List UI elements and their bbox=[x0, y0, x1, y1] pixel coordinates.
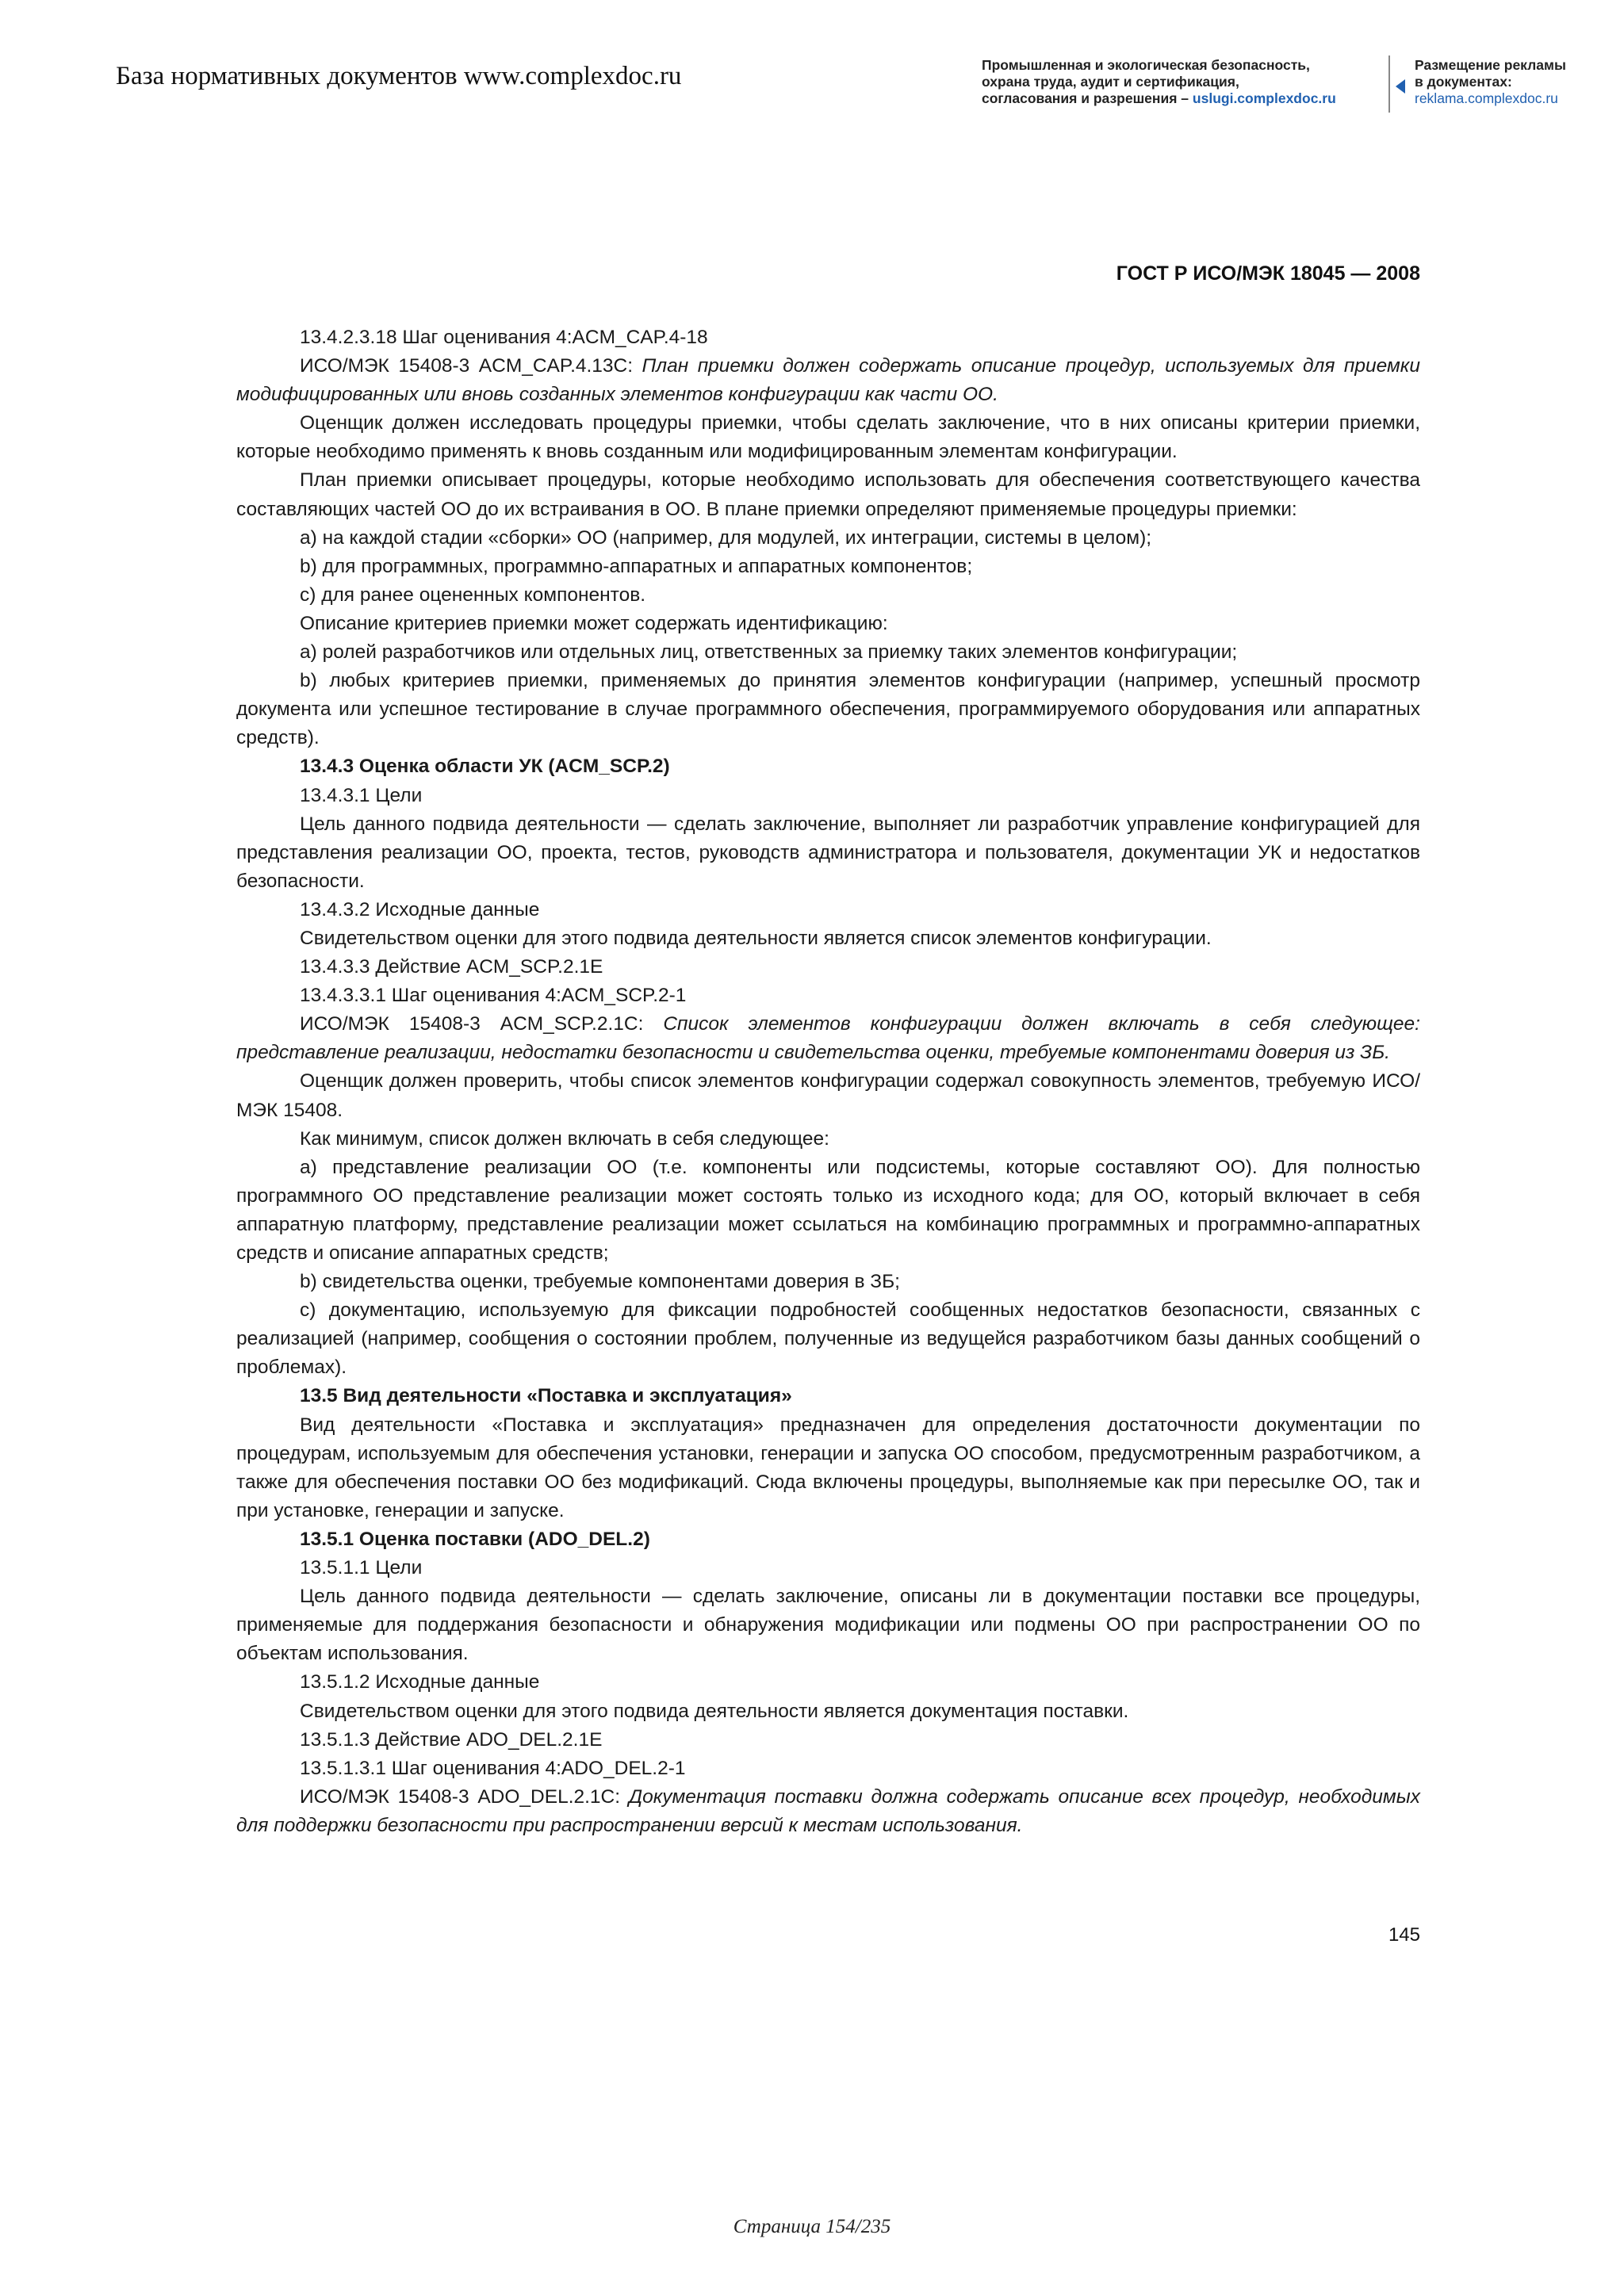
services-ad-line: Промышленная и экологическая безопасность, bbox=[982, 57, 1310, 73]
requirement-ref: ИСО/МЭК 15408-3 ADO_DEL.2.1C: bbox=[300, 1785, 621, 1808]
document-body bbox=[236, 323, 1420, 1840]
header-divider bbox=[1388, 55, 1390, 113]
list-item: a) представление реализации ОО (т.е. компоненты или подсистемы, которые составляют ОО). Для полностью программного ОО представление реализации может состоять только из исходного кода; для ОО, который включает в себя аппаратную платформу, представление реализации может ссылаться на комбинацию программных и программно-аппаратных средств и описание аппаратных средств; bbox=[236, 1156, 1420, 1264]
paragraph bbox=[236, 1783, 1420, 1840]
paragraph: Оценщик должен проверить, чтобы список элементов конфигурации содержал совокупность элементов, требуемую ИСО/МЭК 15408. bbox=[236, 1070, 1420, 1121]
paragraph: Цель данного подвида деятельности — сделать заключение, описаны ли в документации поставки все процедуры, применяемые для поддержания безопасности и обнаружения модификации или подмены ОО при распространении ОО по объектам использования. bbox=[236, 1586, 1420, 1665]
subsection-label: 13.5.1.2 Исходные данные bbox=[300, 1671, 540, 1693]
paragraph: Описание критериев приемки может содержать идентификацию: bbox=[300, 612, 888, 634]
list-item: c) документацию, используемую для фиксации подробностей сообщенных недостатков безопасности, связанных с реализацией (например, сообщения о состоянии проблем, полученные из ведущейся разработчиком базы данных сообщений о проблемах). bbox=[236, 1299, 1420, 1379]
subsection-label: 13.5.1.3 Действие ADO_DEL.2.1E bbox=[300, 1728, 603, 1751]
list-item: b) свидетельства оценки, требуемые компонентами доверия в ЗБ; bbox=[300, 1271, 900, 1293]
services-ad-line: охрана труда, аудит и сертификация, bbox=[982, 74, 1239, 90]
paragraph: План приемки описывает процедуры, которые необходимо использовать для обеспечения соответствующего качества составляющих частей ОО до их встраивания в ОО. В плане приемки определяют применяемые процедуры приемки: bbox=[236, 469, 1420, 520]
advertising-ad-line: в документах: bbox=[1415, 74, 1512, 90]
standard-title: ГОСТ Р ИСО/МЭК 18045 — 2008 bbox=[1116, 262, 1420, 285]
subsection-label: 13.5.1.1 Цели bbox=[300, 1557, 423, 1579]
requirement-text: План приемки должен содержать описание процедур, используемых для приемки модифицированных или вновь созданных элементов конфигурации как части ОО. bbox=[236, 355, 1420, 406]
site-title: База нормативных документов www.complexdoc.ru bbox=[116, 62, 682, 90]
advertising-ad bbox=[1415, 57, 1605, 107]
requirement-ref: ИСО/МЭК 15408-3 ACM_CAP.4.13C: bbox=[300, 355, 634, 377]
page-number: 145 bbox=[1388, 1924, 1420, 1946]
paragraph: Оценщик должен исследовать процедуры приемки, чтобы сделать заключение, что в них описаны критерии приемки, которые необходимо применять к вновь созданным или модифицированным элементам конфигурации. bbox=[236, 412, 1420, 463]
paragraph: Как минимум, список должен включать в себя следующее: bbox=[300, 1127, 829, 1150]
services-ad bbox=[982, 57, 1378, 107]
list-item: a) ролей разработчиков или отдельных лиц, ответственных за приемку таких элементов конфигурации; bbox=[300, 641, 1238, 664]
services-ad-text: согласования и разрешения – bbox=[982, 90, 1189, 106]
subsection-label: 13.4.3.3 Действие ACM_SCP.2.1E bbox=[300, 956, 603, 978]
requirement-ref: ИСО/МЭК 15408-3 ACM_SCP.2.1C: bbox=[300, 1013, 644, 1035]
subsection-label: 13.4.3.2 Исходные данные bbox=[300, 898, 540, 920]
requirement-text: Список элементов конфигурации должен включать в себя следующее: представление реализации, недостатки безопасности и свидетельства оценки, требуемые компонентами доверия из ЗБ. bbox=[236, 1013, 1420, 1064]
list-item: b) любых критериев приемки, применяемых до принятия элементов конфигурации (например, успешный просмотр документа или успешное тестирование в случае программного обеспечения, программируемого оборудования или аппаратных средств). bbox=[236, 670, 1420, 749]
paragraph bbox=[236, 1010, 1420, 1067]
paragraph: Свидетельством оценки для этого подвида деятельности является список элементов конфигурации. bbox=[300, 927, 1212, 949]
paragraph bbox=[236, 352, 1420, 409]
list-item: c) для ранее оцененных компонентов. bbox=[300, 584, 646, 606]
section-heading: 13.5 Вид деятельности «Поставка и эксплуатация» bbox=[300, 1385, 792, 1407]
paragraph: Свидетельством оценки для этого подвида деятельности является документация поставки. bbox=[300, 1700, 1129, 1722]
list-item: b) для программных, программно-аппаратных и аппаратных компонентов; bbox=[300, 555, 973, 577]
paragraph: Вид деятельности «Поставка и эксплуатация» предназначен для определения достаточности документации по процедурам, используемым для обеспечения установки, генерации и запуска ОО способом, предусмотренным разработчиком, а также для обеспечения поставки ОО без модификаций. Сюда включены процедуры, выполняемые как при пересылке ОО, так и при установке, генерации и запуске. bbox=[236, 1414, 1420, 1521]
services-link[interactable]: uslugi.complexdoc.ru bbox=[1192, 90, 1336, 106]
paragraph: Цель данного подвида деятельности — сделать заключение, выполняет ли разработчик управление конфигурацией для представления реализации ОО, проекта, тестов, руководств администратора и пользователя, документации УК и недостатков безопасности. bbox=[236, 813, 1420, 892]
section-heading: 13.4.3 Оценка области УК (ACM_SCP.2) bbox=[300, 756, 670, 778]
requirement-text: Документация поставки должна содержать описание всех процедур, необходимых для поддержки безопасности при распространении версий к местам использования. bbox=[236, 1785, 1420, 1836]
services-ad-line bbox=[982, 90, 1378, 107]
advertising-link[interactable]: reklama.complexdoc.ru bbox=[1415, 90, 1558, 106]
subsection-label: 13.4.3.1 Цели bbox=[300, 784, 423, 806]
subsection-label: 13.5.1.3.1 Шаг оценивания 4:ADO_DEL.2-1 bbox=[300, 1757, 686, 1779]
arrow-left-icon bbox=[1396, 79, 1405, 94]
advertising-ad-line: Размещение рекламы bbox=[1415, 57, 1566, 73]
section-heading: 13.5.1 Оценка поставки (ADO_DEL.2) bbox=[300, 1528, 650, 1550]
page-indicator: Страница 154/235 bbox=[733, 2216, 891, 2237]
paragraph: 13.4.2.3.18 Шаг оценивания 4:ACM_CAP.4-18 bbox=[300, 327, 708, 348]
list-item: a) на каждой стадии «сборки» ОО (например, для модулей, их интеграции, системы в целом); bbox=[300, 526, 1152, 549]
subsection-label: 13.4.3.3.1 Шаг оценивания 4:ACM_SCP.2-1 bbox=[300, 985, 687, 1007]
